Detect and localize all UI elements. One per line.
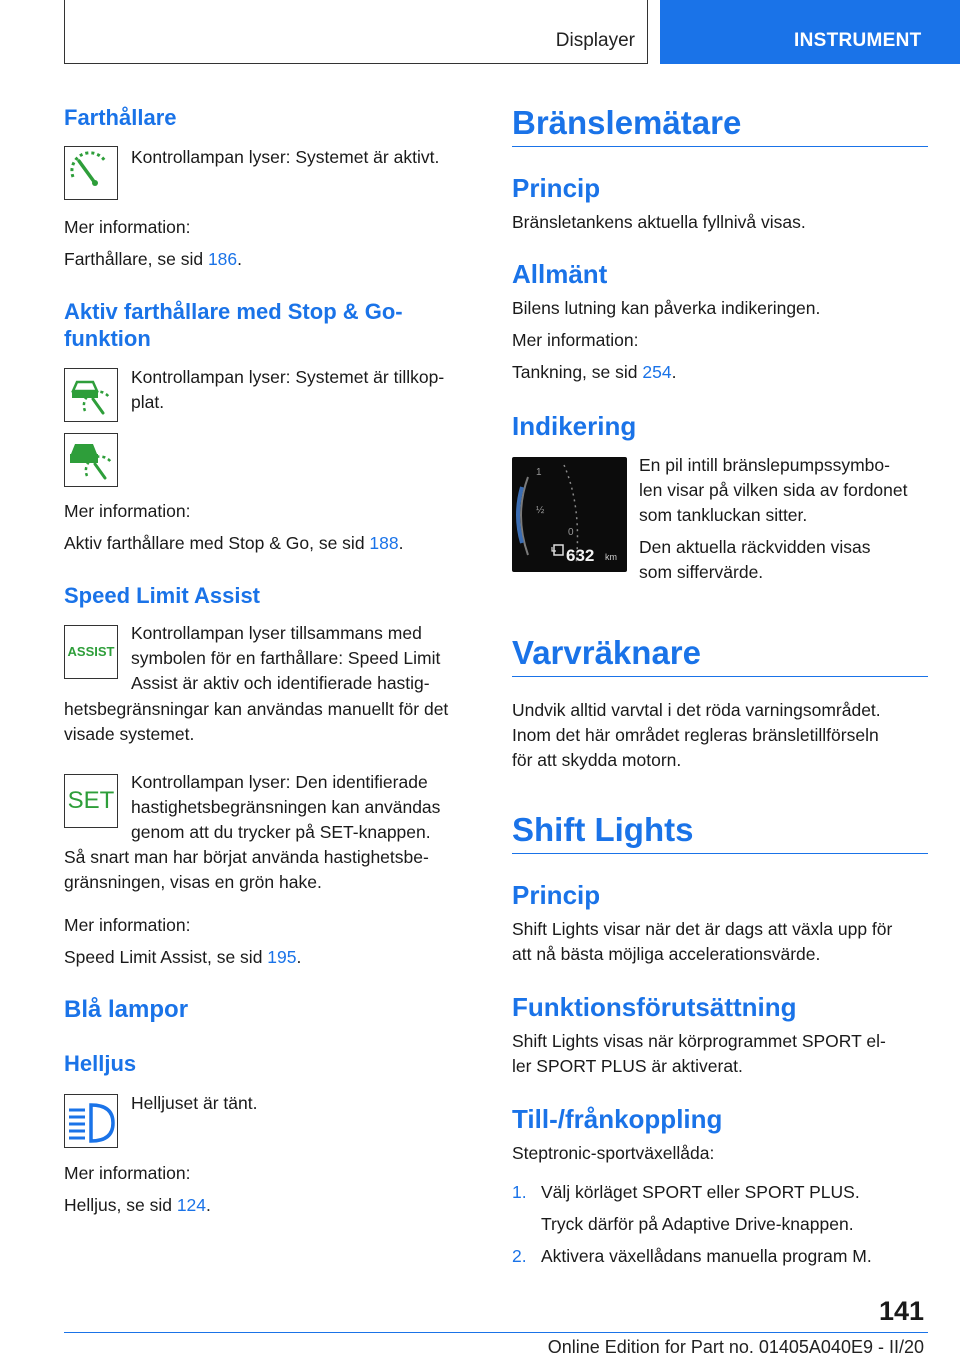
aktiv-heading-line2: funktion bbox=[64, 326, 151, 351]
page-number: 141 bbox=[878, 1296, 924, 1326]
footer-rule bbox=[64, 1332, 928, 1333]
active-cruise-control-vehicle-icon bbox=[64, 433, 118, 487]
page-link[interactable]: 124 bbox=[176, 1195, 207, 1215]
sla-text-line2: symbolen för en farthållare: Speed Limit bbox=[131, 648, 441, 668]
step-2-text: Aktivera växellådans manuella program M. bbox=[541, 1246, 872, 1266]
step-1-number: 1. bbox=[512, 1182, 527, 1202]
header-chapter-tab: INSTRUMENT bbox=[660, 0, 960, 64]
shift-princip-line2: att nå bästa möjliga accelerationsvärde. bbox=[512, 944, 821, 964]
page-link[interactable]: 254 bbox=[642, 362, 672, 382]
allmant-more: Mer information: bbox=[512, 330, 639, 350]
set-text-line3: genom att du trycker på SET-knappen. bbox=[131, 822, 431, 842]
page-link[interactable]: 188 bbox=[369, 533, 399, 553]
cruise-control-icon bbox=[64, 146, 118, 200]
helljus-text: Helljuset är tänt. bbox=[131, 1093, 258, 1113]
funktion-heading: Funktionsförutsättning bbox=[512, 992, 797, 1022]
gauge-full-label: 1 bbox=[536, 467, 542, 478]
varv-line1: Undvik alltid varvtal i det röda varningsområdet. bbox=[512, 700, 881, 720]
branslematare-heading: Bränslemätare bbox=[512, 104, 742, 141]
aktiv-more: Mer information: bbox=[64, 501, 191, 521]
page-link[interactable]: 195 bbox=[267, 947, 297, 967]
allmant-heading: Allmänt bbox=[512, 259, 608, 289]
step-1-text: Välj körläget SPORT eller SPORT PLUS. bbox=[541, 1182, 860, 1202]
heading-rule bbox=[512, 853, 928, 854]
set-text-line5: gränsningen, visas en grön hake. bbox=[64, 872, 322, 892]
aktiv-text-line1: Kontrollampan lyser: Systemet är tillkop‐ bbox=[131, 367, 445, 387]
set-text-line2: hastighetsbegränsningen kan användas bbox=[131, 797, 441, 817]
funktion-line2: ler SPORT PLUS är aktiverat. bbox=[512, 1056, 743, 1076]
header-section-label: Displayer bbox=[555, 30, 635, 51]
page-link[interactable]: 186 bbox=[207, 249, 238, 269]
shift-lights-heading: Shift Lights bbox=[512, 811, 694, 848]
varvraknare-heading: Varvräknare bbox=[512, 634, 701, 671]
princip-text: Bränsletankens aktuella fyllnivå visas. bbox=[512, 212, 806, 232]
header-section-box bbox=[64, 0, 648, 64]
sla-text-line5: visade systemet. bbox=[64, 724, 195, 744]
aktiv-ref: Aktiv farthållare med Stop & Go, se sid 188. bbox=[64, 533, 404, 553]
set-icon: SET bbox=[64, 774, 118, 828]
assist-icon: ASSIST bbox=[64, 625, 118, 679]
gauge-half-label: ½ bbox=[536, 505, 545, 516]
sla-text-line1: Kontrollampan lyser tillsammans med bbox=[131, 623, 422, 643]
step-1-detail: Tryck därför på Adaptive Drive-knappen. bbox=[541, 1214, 854, 1234]
till-heading: Till-/frånkoppling bbox=[512, 1104, 723, 1134]
helljus-heading: Helljus bbox=[64, 1051, 137, 1076]
range-unit: km bbox=[605, 552, 617, 562]
indikering-line2: len visar på vilken sida av fordonet bbox=[639, 480, 908, 500]
heading-rule bbox=[512, 676, 928, 677]
shift-princip-line1: Shift Lights visar när det är dags att växla upp för bbox=[512, 919, 893, 939]
indikering-heading: Indikering bbox=[512, 411, 637, 441]
allmant-text: Bilens lutning kan påverka indikeringen. bbox=[512, 298, 821, 318]
aktiv-text-line2: plat. bbox=[131, 392, 165, 412]
indikering-line1: En pil intill bränslepumpssymbo‐ bbox=[639, 455, 890, 475]
funktion-line1: Shift Lights visas när körprogrammet SPORT el‐ bbox=[512, 1031, 886, 1051]
varv-line3: för att skydda motorn. bbox=[512, 750, 682, 770]
varv-line2: Inom det här området regleras bränsletillförseln bbox=[512, 725, 879, 745]
footer-edition: Online Edition for Part no. 01405A040E9 - II/20 bbox=[547, 1337, 924, 1357]
heading-rule bbox=[512, 146, 928, 147]
fuel-gauge-image bbox=[512, 457, 627, 572]
princip-heading: Princip bbox=[512, 173, 601, 203]
active-cruise-control-icon bbox=[64, 368, 118, 422]
sla-heading: Speed Limit Assist bbox=[64, 583, 261, 608]
sla-ref: Speed Limit Assist, se sid 195. bbox=[64, 947, 302, 967]
farthallare-heading: Farthållare bbox=[64, 105, 177, 130]
steptronic-text: Steptronic-sportväxellåda: bbox=[512, 1143, 715, 1163]
bla-heading: Blå lampor bbox=[64, 996, 189, 1023]
step-2 bbox=[512, 1244, 928, 1269]
tankning-ref: Tankning, se sid 254. bbox=[512, 362, 677, 382]
sla-text-line4: hetsbegränsningar kan användas manuellt för det bbox=[64, 699, 449, 719]
shift-princip-heading: Princip bbox=[512, 880, 601, 910]
helljus-ref: Helljus, se sid 124. bbox=[64, 1195, 211, 1215]
farthallare-more: Mer information: bbox=[64, 217, 191, 237]
sla-more: Mer information: bbox=[64, 915, 191, 935]
indikering-line4: Den aktuella räckvidden visas bbox=[639, 537, 871, 557]
range-value: 632 bbox=[566, 546, 595, 565]
indikering-line5: som siffervärde. bbox=[639, 562, 764, 582]
helljus-more: Mer information: bbox=[64, 1163, 191, 1183]
farthallare-text: Kontrollampan lyser: Systemet är aktivt. bbox=[131, 147, 440, 167]
high-beam-icon bbox=[64, 1094, 118, 1148]
sla-text-line3: Assist är aktiv och identifierade hastig‐ bbox=[131, 673, 430, 693]
farthallare-ref: Farthållare, se sid 186. bbox=[64, 249, 243, 269]
set-text-line4: Så snart man har börjat använda hastighetsbe‐ bbox=[64, 847, 429, 867]
indikering-line3: som tankluckan sitter. bbox=[639, 505, 808, 525]
gauge-empty-label: 0 bbox=[568, 527, 574, 538]
step-2-number: 2. bbox=[512, 1246, 527, 1266]
step-1 bbox=[512, 1180, 928, 1205]
aktiv-heading-line1: Aktiv farthållare med Stop & Go- bbox=[64, 299, 403, 324]
set-text-line1: Kontrollampan lyser: Den identifierade bbox=[131, 772, 428, 792]
